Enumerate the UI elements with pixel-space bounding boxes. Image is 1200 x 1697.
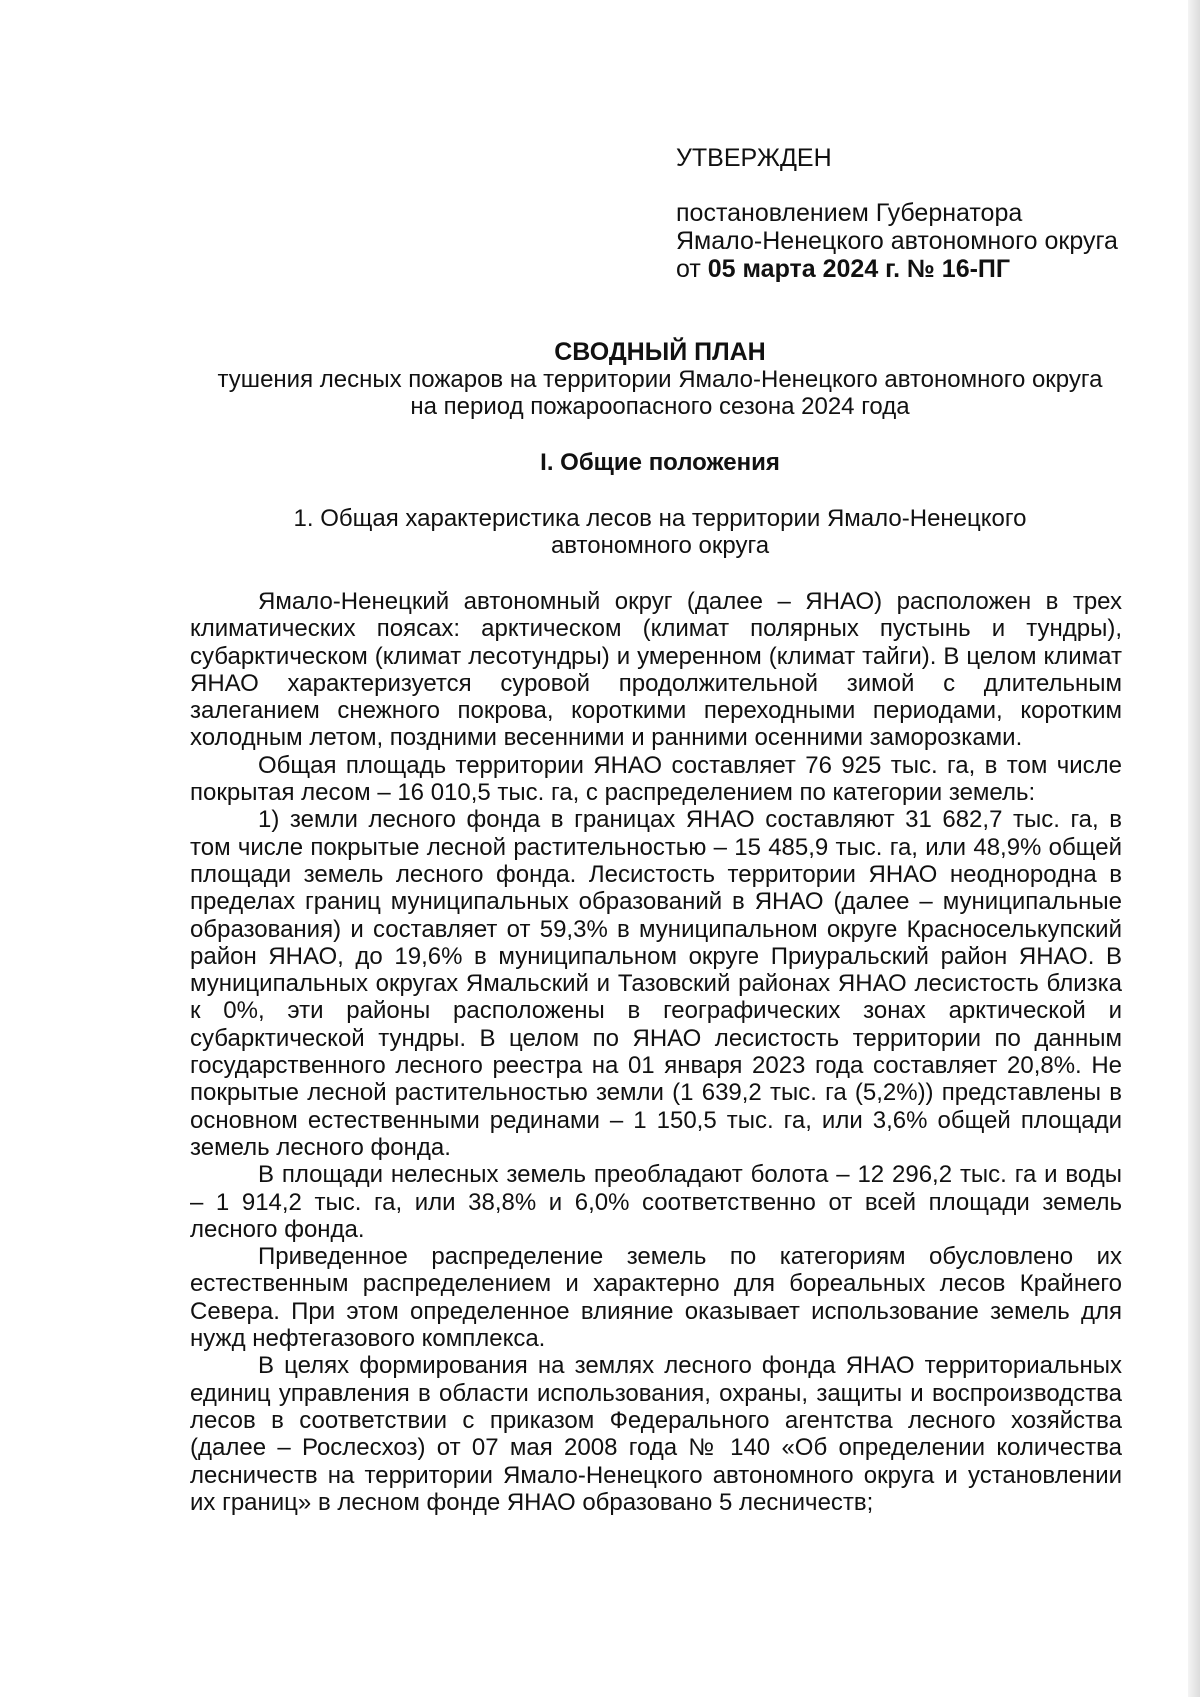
plan-subtitle-line-2: на период пожароопасного сезона 2024 года: [410, 393, 910, 420]
subsection-title-line-1: 1. Общая характеристика лесов на территории Ямало-Ненецкого: [293, 505, 1027, 532]
paragraph-climate: Ямало-Ненецкий автономный округ (далее – ЯНАО) расположен в трех климатических поясах: арктическом (климат полярных пустынь и тундры), субарктическом (климат лесотундры) и умеренном (климат тайги). В целом климат ЯНАО характеризуется суровой продолжительной зимой с длительным залеганием снежного покрова, короткими переходными периодами, коротким холодным летом, поздними весенними и ранними осенними заморозками.: [190, 588, 1122, 752]
paragraph-forestries: В целях формирования на землях лесного фонда ЯНАО территориальных единиц управления в области использования, охраны, защиты и воспроизводства лесов в соответствии с приказом Федерального агентства лесного хозяйства (далее – Рослесхоз) от 07 мая 2008 года № 140 «Об определении количества лесничеств на территории Ямало-Ненецкого автономного округа и установлении их границ» в лесном фонде ЯНАО образовано 5 лесничеств;: [190, 1352, 1122, 1516]
approval-line-1: постановлением Губернатора: [676, 199, 1023, 227]
paragraph-distribution: Приведенное распределение земель по категориям обусловлено их естественным распределением и характерно для бореальных лесов Крайнего Севера. При этом определенное влияние оказывает использование земель для нужд нефтегазового комплекса.: [190, 1243, 1122, 1353]
plan-title: СВОДНЫЙ ПЛАН: [554, 338, 766, 366]
subsection-title-line-2: автономного округа: [550, 532, 770, 559]
paragraph-non-forest: В площади нелесных земель преобладают болота – 12 296,2 тыс. га и воды – 1 914,2 тыс. га, или 38,8% и 6,0% соответственно от всей площади земель лесного фонда.: [190, 1161, 1122, 1243]
approval-line-2: Ямало-Ненецкого автономного округа: [676, 227, 1118, 255]
page-edge-shadow: [1188, 0, 1200, 1697]
approval-date-number: 05 марта 2024 г. № 16-ПГ: [707, 255, 1011, 283]
subsection-title: [190, 505, 1130, 559]
paragraph-total-area: Общая площадь территории ЯНАО составляет 76 925 тыс. га, в том числе покрытая лесом – 16 010,5 тыс. га, с распределением по категории земель:: [190, 751, 1122, 807]
approval-date-prefix: от: [676, 255, 701, 283]
plan-subtitle-line-1: тушения лесных пожаров на территории Ямало-Ненецкого автономного округа: [217, 366, 1103, 393]
approval-date-line: [676, 255, 1118, 283]
plan-title-block: [190, 339, 1130, 420]
approval-block: [676, 144, 1118, 283]
paragraph-forest-fund: 1) земли лесного фонда в границах ЯНАО составляют 31 682,7 тыс. га, в том числе покрытые лесной растительностью – 15 485,9 тыс. га, или 48,9% общей площади земель лесного фонда. Лесистость территории ЯНАО неоднородна в пределах границ муниципальных образований в ЯНАО (далее – муниципальные образования) и составляет от 59,3% в муниципальном округе Красноселькупский район ЯНАО, до 19,6% в муниципальном округе Приуральский район ЯНАО. В муниципальных округах Ямальский и Тазовский районах ЯНАО лесистость близка к 0%, эти районы расположены в географических зонах арктической и субарктической тундры. В целом по ЯНАО лесистость территории по данным государственного лесного реестра на 01 января 2023 года составляет 20,8%. Не покрытые лесной растительностью земли (1 639,2 тыс. га (5,2%)) представлены в основном естественными рединами – 1 150,5 тыс. га, или 3,6% общей площади земель лесного фонда.: [190, 806, 1122, 1161]
approval-heading: УТВЕРЖДЕН: [676, 144, 832, 172]
body-text: [190, 588, 1122, 1516]
section-title: I. Общие положения: [540, 449, 780, 476]
